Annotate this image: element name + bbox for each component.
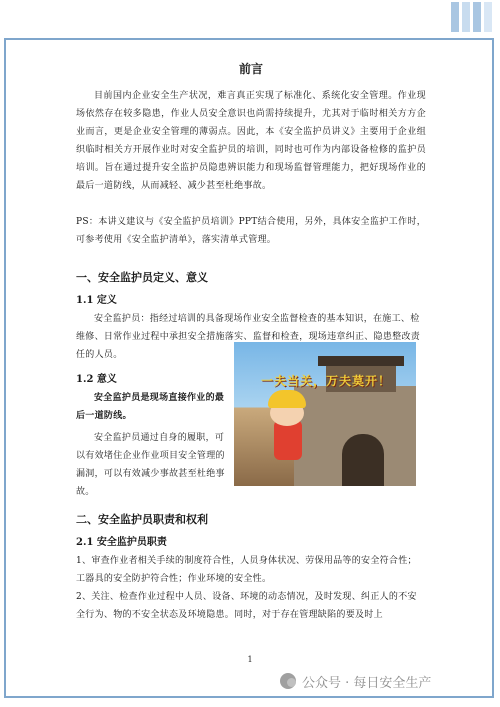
ps-paragraph: PS：本讲义建议与《安全监护员培训》PPT结合使用，另外，具体安全监护工作时，可参考使用《安全监护清单》，落实清单式管理。 xyxy=(76,217,426,245)
section-2-heading: 二、安全监护员职责和权利 xyxy=(76,513,208,526)
subsection-1-2-bold: 安全监护员是现场直接作业的最后一道防线。 xyxy=(76,393,225,421)
definition-text: 安全监护员：指经过培训的具备现场作业安全监督检查的基本知识，在施工、检维修、日常作业过程中承担安全措施落实、监督和检查，现场违章纠正、隐患整改责任的人员。 xyxy=(76,314,421,360)
duty-item-1: 1、审查作业者相关手续的制度符合性，人员身体状况、劳保用品等的安全符合性；工器具的安全防护符合性；作业环境的安全性。 xyxy=(76,556,417,584)
watermark-text: 公众号 · 每日安全生产 xyxy=(302,675,432,691)
gate-arch-shape xyxy=(342,434,384,486)
subsection-1-1-heading: 1.1 定义 xyxy=(76,295,117,306)
subsection-1-2-text: 安全监护员通过自身的履职，可以有效堵住企业作业项目安全管理的漏洞，可以有效减少事故甚至杜绝事故。 xyxy=(76,433,225,497)
duty-item-2: 2、关注、检查作业过程中人员、设备、环境的动态情况，及时发现、纠正人的不安全行为、物的不安全状态及环境隐患。同时，对于存在管理缺陷的要及时上 xyxy=(76,592,417,620)
wechat-icon xyxy=(280,673,296,689)
page-top-band xyxy=(0,0,500,36)
page-number: 1 xyxy=(247,655,253,664)
hard-hat-icon xyxy=(268,390,306,408)
corner-decoration xyxy=(451,2,492,32)
worker-figure xyxy=(274,420,302,460)
safety-worker-illustration xyxy=(234,342,416,486)
document-title: 前言 xyxy=(238,62,263,76)
subsection-1-2-heading: 1.2 意义 xyxy=(76,374,117,385)
intro-paragraph: 目前国内企业安全生产状况，难言真正实现了标准化、系统化安全管理。作业现场依然存在较多隐患，作业人员安全意识也尚需持续提升，尤其对于临时相关方方企业而言，更是企业安全管理的薄弱点。因此，本《安全监护员讲义》主要用于企业组织临时相关方开展作业时对安全监护员的培训，同时也可作为内部设备检修的监护员培训。旨在通过提升安全监护员隐患辨识能力和现场监督管理能力，把好现场作业的最后一道防线，从而减轻、减少甚至杜绝事故。 xyxy=(76,91,426,191)
tower-roof-shape xyxy=(318,356,404,366)
subsection-2-1-heading: 2.1 安全监护员职责 xyxy=(76,537,167,548)
image-slogan: 一夫当关，万夫莫开！ xyxy=(260,374,391,388)
section-1-heading: 一、安全监护员定义、意义 xyxy=(76,271,208,284)
watermark xyxy=(280,670,431,692)
